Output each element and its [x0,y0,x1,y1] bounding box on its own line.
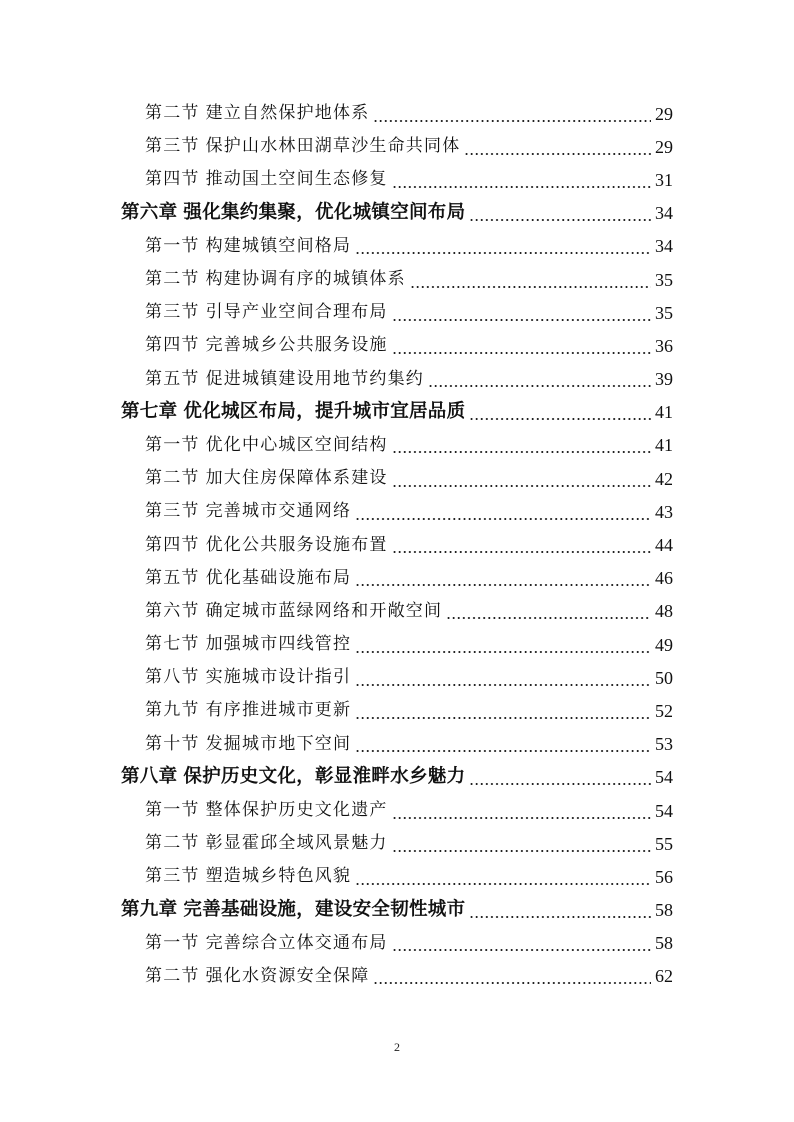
toc-section-entry[interactable] [0,495,794,528]
toc-section-entry[interactable] [0,661,794,694]
toc-entry-page: 39 [655,369,673,390]
toc-entry-number: 第八章 [121,766,178,788]
toc-entry-title: 完善基础设施，建设安全韧性城市 [183,898,466,920]
toc-entry-label [145,534,388,555]
toc-entry-page: 34 [655,203,673,224]
toc-entry-title: 加强城市四线管控 [205,634,352,655]
toc-entry-label [145,636,351,653]
toc-entry-number: 第一节 [145,932,200,953]
dot-leader [355,883,651,885]
toc-entry-title: 促进城镇建设用地节约集约 [205,368,425,389]
dot-leader [355,252,651,254]
toc-entry-page: 44 [655,535,673,556]
dot-leader [392,949,651,951]
toc-entry-title: 塑造城乡特色风貌 [205,866,352,887]
toc-entry-label [145,304,388,321]
toc-section-entry[interactable] [0,794,794,827]
toc-entry-title: 保护历史文化，彰显淮畔水乡魅力 [183,766,466,788]
toc-entry-number: 第六节 [145,600,200,621]
toc-entry-label [145,669,351,686]
toc-entry-number: 第三节 [145,136,200,157]
toc-entry-label [121,201,466,223]
toc-entry-label [145,868,351,885]
toc-entry-page: 36 [655,335,673,356]
toc-entry-label [145,802,388,819]
toc-entry-label [145,932,388,953]
toc-entry-page: 56 [655,866,673,887]
toc-entry-title: 强化水资源安全保障 [205,965,370,986]
toc-entry-label [121,768,465,787]
toc-entry-title: 优化基础设施布局 [205,567,352,588]
toc-chapter-entry[interactable] [0,894,794,927]
toc-entry-number: 第六章 [121,201,178,223]
dot-leader [410,286,651,288]
toc-entry-number: 第四节 [145,335,200,356]
toc-entry-label [121,403,465,422]
toc-entry-label [145,434,388,455]
toc-entry-title: 构建城镇空间格局 [205,235,352,256]
toc-entry-label [145,235,352,256]
dot-leader [373,120,651,122]
toc-entry-page: 41 [655,402,673,423]
toc-entry-page: 34 [655,236,673,257]
dot-leader [355,684,651,686]
toc-section-entry[interactable] [0,329,794,362]
toc-entry-label [145,503,351,520]
toc-entry-number: 第九章 [121,898,178,920]
dot-leader [428,385,651,387]
toc-entry-label [145,337,388,354]
dot-leader [392,352,651,354]
dot-leader [392,319,651,321]
dot-leader [392,451,651,453]
toc-entry-title: 实施城市设计指引 [205,667,352,688]
toc-entry-title: 完善城市交通网络 [205,501,352,522]
toc-entry-page: 42 [655,468,673,489]
toc-chapter-entry[interactable] [0,396,794,429]
toc-entry-title: 完善城乡公共服务设施 [205,335,388,356]
toc-entry-label [121,898,466,920]
dot-leader [392,485,651,487]
toc-section-entry[interactable] [0,462,794,495]
toc-entry-title: 彰显霍邱全域风景魅力 [205,833,388,854]
toc-entry-title: 强化集约集聚，优化城镇空间布局 [183,201,466,223]
toc-section-entry[interactable] [0,927,794,960]
toc-chapter-entry[interactable] [0,761,794,794]
toc-section-entry[interactable] [0,528,794,561]
toc-section-entry[interactable] [0,960,794,993]
toc-entry-title: 优化中心城区空间结构 [205,434,388,455]
toc-entry-number: 第二节 [145,103,200,124]
toc-entry-page: 46 [655,568,673,589]
toc-section-entry[interactable] [0,230,794,263]
dot-leader [355,584,651,586]
toc-entry-label [145,171,388,188]
toc-entry-page: 35 [655,302,673,323]
toc-entry-number: 第二节 [145,468,200,489]
toc-entry-number: 第十节 [145,733,200,754]
toc-entry-title: 完善综合立体交通布局 [205,932,388,953]
toc-section-entry[interactable] [0,163,794,196]
toc-section-entry[interactable] [0,130,794,163]
dot-leader [392,551,651,553]
dot-leader [373,982,651,984]
toc-section-entry[interactable] [0,429,794,462]
toc-chapter-entry[interactable] [0,197,794,230]
toc-entry-label [145,835,388,852]
dot-leader [355,518,651,520]
toc-entry-title: 发掘城市地下空间 [205,733,352,754]
toc-entry-page: 41 [655,435,673,456]
toc-entry-number: 第一节 [145,800,200,821]
toc-entry-label [145,368,425,389]
toc-entry-title: 优化城区布局，提升城市宜居品质 [183,401,466,423]
toc-section-entry[interactable] [0,562,794,595]
dot-leader [469,783,651,785]
dot-leader [469,916,651,918]
toc-entry-title: 确定城市蓝绿网络和开敞空间 [205,600,443,621]
toc-entry-label [145,470,388,487]
page-number: 2 [394,1040,400,1054]
toc-entry-page: 54 [655,767,673,788]
toc-section-entry[interactable] [0,628,794,661]
dot-leader [392,186,651,188]
dot-leader [469,219,651,221]
toc-section-entry[interactable] [0,860,794,893]
toc-section-entry[interactable] [0,728,794,761]
toc-section-entry[interactable] [0,97,794,130]
toc-entry-title: 整体保护历史文化遗产 [205,800,388,821]
toc-entry-page: 58 [655,933,673,954]
dot-leader [464,153,651,155]
toc-entry-title: 推动国土空间生态修复 [205,169,388,190]
toc-entry-title: 加大住房保障体系建设 [205,468,388,489]
toc-section-entry[interactable] [0,827,794,860]
toc-entry-number: 第三节 [145,501,200,522]
dot-leader [469,418,651,420]
toc-entry-number: 第四节 [145,169,200,190]
toc-entry-label [145,733,352,754]
toc-entry-page: 43 [655,501,673,522]
toc-section-entry[interactable] [0,363,794,396]
toc-entry-label [145,138,460,155]
toc-entry-label [145,600,443,621]
dot-leader [355,750,651,752]
toc-entry-title: 有序推进城市更新 [205,700,352,721]
toc-entry-page: 55 [655,833,673,854]
toc-section-entry[interactable] [0,263,794,296]
toc-entry-page: 35 [655,269,673,290]
toc-section-entry[interactable] [0,694,794,727]
dot-leader [355,651,651,653]
toc-entry-number: 第三节 [145,866,200,887]
toc-entry-page: 31 [655,169,673,190]
dot-leader [392,850,651,852]
toc-entry-number: 第一节 [145,235,200,256]
toc-entry-number: 第五节 [145,368,200,389]
toc-entry-page: 62 [655,966,673,987]
toc-entry-label [145,965,370,986]
toc-entry-page: 53 [655,734,673,755]
dot-leader [355,717,651,719]
toc-section-entry[interactable] [0,595,794,628]
toc-entry-number: 第一节 [145,434,200,455]
toc-entry-number: 第二节 [145,269,200,290]
toc-entry-page: 54 [655,800,673,821]
toc-entry-label [145,271,406,288]
toc-entry-number: 第二节 [145,965,200,986]
toc-entry-label [145,702,351,719]
toc-entry-page: 29 [655,103,673,124]
toc-entry-title: 优化公共服务设施布置 [205,534,388,555]
toc-entry-number: 第三节 [145,302,200,323]
toc-entry-page: 58 [655,900,673,921]
toc-entry-title: 建立自然保护地体系 [205,103,370,124]
toc-entry-title: 保护山水林田湖草沙生命共同体 [205,136,461,157]
toc-entry-label [145,567,352,588]
dot-leader [446,617,651,619]
toc-entry-number: 第九节 [145,700,200,721]
toc-entry-number: 第五节 [145,567,200,588]
dot-leader [392,817,651,819]
toc-entry-page: 29 [655,136,673,157]
toc-entry-number: 第二节 [145,833,200,854]
toc-entry-number: 第七节 [145,634,200,655]
toc-entry-page: 52 [655,700,673,721]
toc-entry-page: 50 [655,667,673,688]
toc-entry-page: 49 [655,634,673,655]
table-of-contents [0,97,794,993]
toc-entry-number: 第八节 [145,667,200,688]
toc-entry-number: 第七章 [121,401,178,423]
toc-entry-page: 48 [655,601,673,622]
toc-section-entry[interactable] [0,296,794,329]
toc-entry-title: 构建协调有序的城镇体系 [205,269,406,290]
toc-entry-title: 引导产业空间合理布局 [205,302,388,323]
toc-entry-number: 第四节 [145,534,200,555]
toc-entry-label [145,105,369,122]
